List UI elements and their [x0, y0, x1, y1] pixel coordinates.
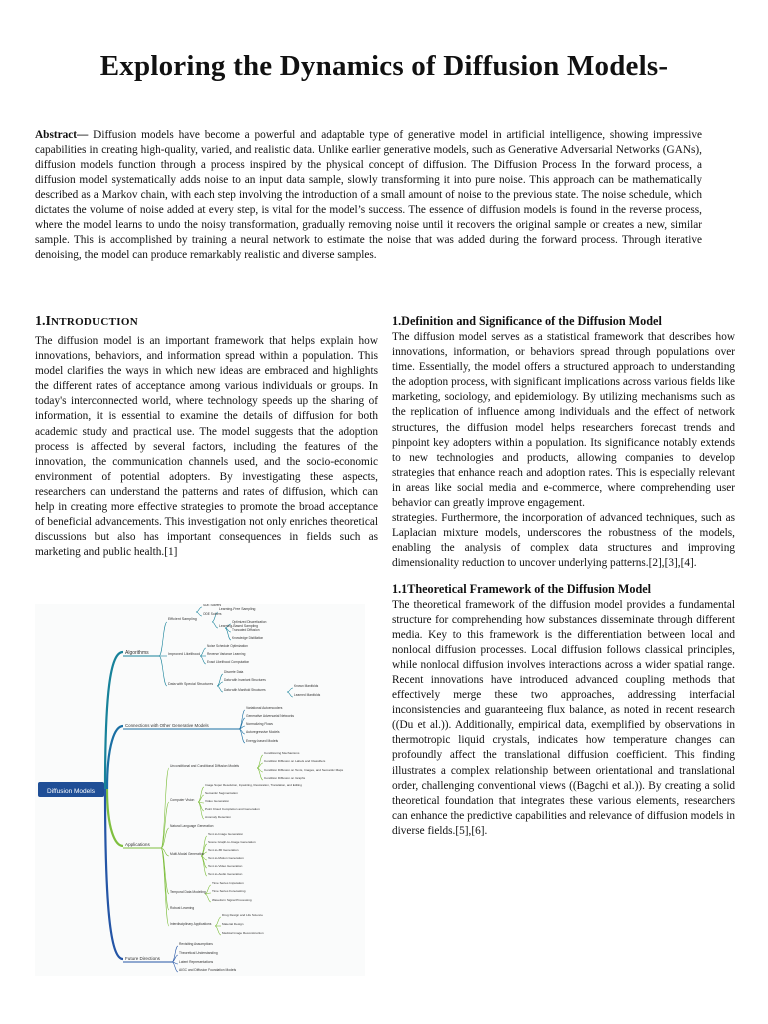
- svg-text:Data with Invariant Structures: Data with Invariant Structures: [224, 678, 266, 682]
- svg-text:Truncated Diffusion: Truncated Diffusion: [232, 628, 260, 632]
- right-column: [392, 314, 735, 839]
- svg-text:Energy-based Models: Energy-based Models: [246, 739, 279, 743]
- svg-text:Unconditional and Conditional: Unconditional and Conditional Diffusion Models: [170, 764, 240, 768]
- svg-text:Generative Adversarial Network: Generative Adversarial Networks: [246, 714, 295, 718]
- branch-algorithms: [123, 604, 321, 697]
- svg-text:Exact Likelihood Computation: Exact Likelihood Computation: [207, 660, 250, 664]
- svg-text:Time Series Imputation: Time Series Imputation: [212, 881, 244, 885]
- svg-text:ODE Solvers: ODE Solvers: [203, 612, 222, 616]
- root-label: Diffusion Models: [47, 788, 95, 795]
- svg-text:Text-to-Image Generation: Text-to-Image Generation: [208, 832, 244, 836]
- svg-text:Condition Diffusion on Texts,: Condition Diffusion on Texts, Images, and Semantic Maps: [264, 768, 344, 772]
- svg-text:Condition Diffusion on Graphs: Condition Diffusion on Graphs: [264, 776, 306, 780]
- edge-applications: [107, 789, 123, 846]
- svg-text:Reverse Variance Learning: Reverse Variance Learning: [207, 652, 246, 656]
- branch-applications: [123, 751, 344, 935]
- abstract-text: Diffusion models have become a powerful and adaptable type of generative model in artificial intelligence, showing impressive capabilities in creating high-quality, varied, and realistic data. Unlike earlier generative models, such as Generative Adversarial Networks (GANs), diffusion models function through a process inspired by the physical concept of diffusion. The Diffusion Process In the forward process, a diffusion model systematically adds noise to an input data sample, slowly transforming it into pure noise. This approach can be mathematically described as a Markov chain, with each step involving the introduction of a small amount of noise to the previous state. The noise schedule, which dictates the volume of noise added at every step, is vital for the model’s success. The essence of diffusion models is found in the reverse process, where the model learns to undo the noisy transformation, gradually removing noise until it recovers the original sample or creates a new, similar sample. This is accomplished by training a neural network to estimate the noise that was added during the forward process. Through iterative denoising, the model can produce remarkably realistic and diverse samples.: [35, 129, 702, 261]
- svg-text:Computer Vision: Computer Vision: [170, 798, 195, 802]
- svg-text:Semantic Segmentation: Semantic Segmentation: [205, 791, 238, 795]
- section-heading-definition: 1.Definition and Significance of the Diffusion Model: [392, 314, 662, 328]
- introduction-paragraph: The diffusion model is an important framework that helps explain how innovations, behaviors, and information spread within a population. This model clarifies the ways in which new ideas are embraced and highlights the different rates of acceptance among various individuals or groups. In today's interconnected world, where technology speeds up the sharing of information, it is essential to examine the details of diffusion for both academic study and practical use. The model suggests that the adoption process is affected by several factors, including the features of the innovation, the communication channels used, and the socio-economic environment of potential adopters. By investigating these aspects, researchers can understand the patterns and rates of diffusion, which can help in creating more effective strategies to promote the broad acceptance of beneficial advancements. This investigation not only enriches theoretical discussions but also has important consequences in fields such as marketing and public health.[1]: [35, 335, 378, 559]
- svg-text:Discrete Data: Discrete Data: [224, 670, 244, 674]
- branch-future: [123, 942, 236, 972]
- svg-text:Text-to-Motion Generation: Text-to-Motion Generation: [208, 856, 244, 860]
- svg-text:Multi-Modal Generation: Multi-Modal Generation: [170, 852, 205, 856]
- branch-label: Algorithms: [125, 650, 149, 656]
- svg-text:Theoretical Understanding: Theoretical Understanding: [179, 951, 218, 955]
- svg-text:Latent Representations: Latent Representations: [179, 960, 214, 964]
- svg-text:Video Generation: Video Generation: [205, 799, 230, 803]
- svg-text:Revisiting Assumptions: Revisiting Assumptions: [179, 942, 213, 946]
- diffusion-models-mindmap: [35, 604, 365, 976]
- abstract: [35, 128, 702, 263]
- section-number: 1.: [35, 314, 46, 329]
- svg-text:Text-to-Audio Generation: Text-to-Audio Generation: [208, 872, 243, 876]
- svg-text:Noise Schedule Optimization: Noise Schedule Optimization: [207, 644, 248, 648]
- svg-text:Known Manifolds: Known Manifolds: [294, 684, 319, 688]
- svg-text:AIGC and Diffusion Foundation: AIGC and Diffusion Foundation Models: [179, 968, 237, 972]
- section-heading-rest: NTRODUCTION: [50, 316, 138, 328]
- svg-text:Natural Language Generation: Natural Language Generation: [170, 824, 214, 828]
- branch-label: Future Directions: [125, 956, 160, 961]
- svg-text:Drug Design and Life Science: Drug Design and Life Science: [222, 913, 263, 917]
- svg-text:Learned Manifolds: Learned Manifolds: [294, 693, 321, 697]
- svg-text:Knowledge Distillation: Knowledge Distillation: [232, 636, 264, 640]
- section-heading-theory: 1.1Theoretical Framework of the Diffusion Model: [392, 581, 652, 596]
- left-column: [35, 314, 378, 560]
- svg-text:SDE Solvers: SDE Solvers: [203, 604, 222, 607]
- svg-text:Temporal Data Modeling: Temporal Data Modeling: [170, 890, 206, 894]
- svg-text:Normalizing Flows: Normalizing Flows: [246, 722, 273, 726]
- edge-connections: [107, 726, 123, 789]
- svg-text:Anomaly Detection: Anomaly Detection: [205, 815, 231, 819]
- svg-text:Text-to-3D Generation: Text-to-3D Generation: [208, 848, 239, 852]
- section-initial: I: [45, 314, 51, 329]
- svg-text:Medical Image Reconstruction: Medical Image Reconstruction: [222, 931, 264, 935]
- definition-paragraph-continued: strategies. Furthermore, the incorporation of advanced techniques, such as Laplacian mixture models, underscores the robustness of the models, enabling the analysis of complex data structures and improving dimensionality reduction to uncover underlying patterns.[2],[3],[4].: [392, 512, 735, 570]
- svg-text:Data with Special Structures: Data with Special Structures: [168, 682, 214, 686]
- svg-text:Improved Likelihood: Improved Likelihood: [168, 652, 201, 656]
- definition-paragraph: The diffusion model serves as a statistical framework that describes how innovations, information, or behaviors spread through populations over time. Essentially, the model offers a structured approach to understanding the adoption process, with significant implications across various fields like marketing, sociology, and epidemiology. By utilizing mechanisms such as the replication of influence among individuals and the effect of network structures, the diffusion model helps researchers forecast trends and pinpoint key adopters within a population. Its significance notably extends to new technologies and products, allowing companies to develop strategies that enhance reach and adoption rates. This is especially relevant in areas like social media and e-commerce, where comprehending user behavior can greatly improve engagement.: [392, 331, 735, 510]
- branch-label: Applications: [125, 842, 150, 847]
- svg-text:Variational Autoencoders: Variational Autoencoders: [246, 706, 283, 710]
- svg-text:Material Design: Material Design: [222, 922, 244, 926]
- svg-text:Point Cloud Completion and Gen: Point Cloud Completion and Generation: [205, 807, 260, 811]
- svg-text:Learning-Free Sampling: Learning-Free Sampling: [219, 607, 256, 611]
- paper-title: Exploring the Dynamics of Diffusion Models-: [99, 50, 669, 82]
- svg-text:Scene Graph-to-Image Generatio: Scene Graph-to-Image Generation: [208, 840, 256, 844]
- svg-text:Text-to-Video Generation: Text-to-Video Generation: [208, 864, 243, 868]
- svg-text:Data with Manifold Structures: Data with Manifold Structures: [224, 688, 266, 692]
- branch-label: Connections with Other Generative Models: [125, 723, 209, 728]
- svg-text:Condition Diffusion on Labels: Condition Diffusion on Labels and Classifiers: [264, 759, 326, 763]
- section-heading-introduction: [35, 314, 378, 330]
- abstract-label: Abstract—: [35, 129, 89, 141]
- svg-text:Optimized Discretization: Optimized Discretization: [232, 620, 267, 624]
- svg-text:Waveform Signal Processing: Waveform Signal Processing: [212, 898, 252, 902]
- svg-text:Image Super Resolution, Inpain: Image Super Resolution, Inpainting, Restoration, Translation, and Editing: [205, 783, 302, 787]
- branch-connections: [123, 706, 294, 743]
- svg-text:Learning-Based Sampling: Learning-Based Sampling: [219, 624, 259, 628]
- svg-text:Robust Learning: Robust Learning: [170, 906, 195, 910]
- svg-text:Conditioning Mechanisms: Conditioning Mechanisms: [264, 751, 300, 755]
- svg-text:Autoregressive Models: Autoregressive Models: [246, 730, 280, 734]
- svg-text:Time Series Forecasting: Time Series Forecasting: [212, 889, 246, 893]
- svg-text:Efficient Sampling: Efficient Sampling: [168, 617, 197, 621]
- theory-paragraph: The theoretical framework of the diffusion model provides a fundamental structure for comprehending how substances disseminate through different media. Key to this framework is the differentiation between local and nonlocal diffusion processes. Local diffusion follows classical principles, while nonlocal diffusion involves interactions across a wider spatial range. Recent innovations have introduced advanced coupling methods that effectively merge these two approaches, addressing interfacial inconsistencies and guaranteeing flux balance, as noted in recent research ((Du et al.)). Additionally, empirical data, exemplified by observations in thermotropic liquid crystals, indicates how temperature changes can profoundly affect the translational diffusion coefficient. This finding illustrates a complex relationship between orientational and translational order, challenging conventional views ((Bagchi et al.)). By creating a solid theoretical foundation that integrates these various elements, researchers can enhance the predictive capabilities and relevance of diffusion models in diverse fields.[5],[6].: [392, 598, 735, 837]
- svg-text:Interdisciplinary Applications: Interdisciplinary Applications: [170, 922, 212, 926]
